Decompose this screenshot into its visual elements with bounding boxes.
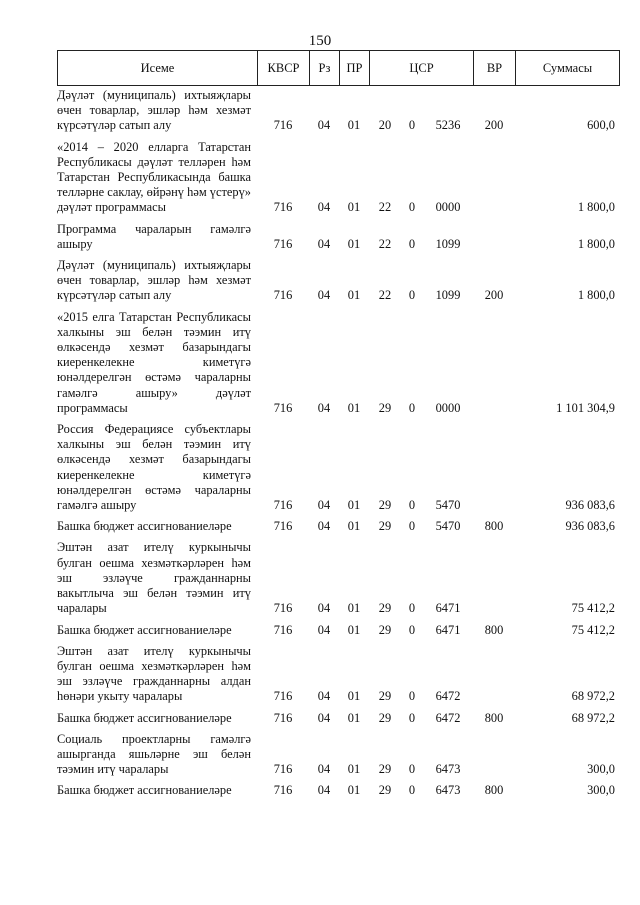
cell-c2: 0: [408, 400, 416, 415]
table-row: [57, 222, 619, 258]
cell-sum: 1 800,0: [577, 288, 615, 303]
cell-kvsr: 716: [273, 236, 293, 251]
cell-c3: 5236: [435, 118, 461, 133]
cell-rz: 04: [317, 519, 331, 534]
cell-pr: 01: [347, 200, 361, 215]
cell-pr: 01: [347, 236, 361, 251]
cell-sum: 1 800,0: [577, 236, 615, 251]
table-row: [57, 623, 619, 644]
cell-pr: 01: [347, 710, 361, 725]
table-row: [57, 310, 619, 422]
cell-kvsr: 716: [273, 762, 293, 777]
cell-c1: 29: [378, 400, 392, 415]
cell-vr: [473, 644, 515, 711]
table-row: [57, 711, 619, 732]
cell-vr: 200: [484, 288, 504, 303]
cell-c2: 0: [408, 622, 416, 637]
cell-c1: 29: [378, 519, 392, 534]
cell-c3: 5470: [435, 519, 461, 534]
cell-c1: 22: [378, 236, 392, 251]
cell-c2: 0: [408, 200, 416, 215]
cell-c1: 22: [378, 288, 392, 303]
cell-rz: 04: [317, 689, 331, 704]
cell-c3: 6472: [435, 710, 461, 725]
cell-c1: 29: [378, 622, 392, 637]
header-kvsr: КВСР: [258, 51, 310, 86]
cell-sum: 936 083,6: [565, 519, 615, 534]
cell-kvsr: 716: [273, 498, 293, 513]
cell-c2: 0: [408, 236, 416, 251]
cell-name: Дәүләт (муниципаль) ихтыяҗлары өчен товарлар, эшләр һәм хезмәт күрсәтүләр сатып алу: [57, 88, 251, 133]
cell-vr: 800: [484, 710, 504, 725]
cell-pr: 01: [347, 622, 361, 637]
cell-c2: 0: [408, 762, 416, 777]
cell-sum: 68 972,2: [571, 710, 615, 725]
cell-kvsr: 716: [273, 200, 293, 215]
cell-kvsr: 716: [273, 710, 293, 725]
cell-c2: 0: [408, 689, 416, 704]
cell-rz: 04: [317, 400, 331, 415]
cell-vr: [473, 310, 515, 422]
table-row: [57, 88, 619, 140]
table-row: [57, 519, 619, 540]
cell-vr: [473, 422, 515, 519]
table-row: [57, 540, 619, 622]
cell-c3: 1099: [435, 236, 461, 251]
cell-rz: 04: [317, 200, 331, 215]
cell-c3: 5470: [435, 498, 461, 513]
cell-kvsr: 716: [273, 622, 293, 637]
cell-rz: 04: [317, 622, 331, 637]
table-row: [57, 422, 619, 519]
page-number: 150: [308, 33, 332, 49]
cell-sum: 75 412,2: [571, 601, 615, 616]
cell-c1: 29: [378, 762, 392, 777]
cell-rz: 04: [317, 498, 331, 513]
cell-pr: 01: [347, 498, 361, 513]
cell-rz: 04: [317, 118, 331, 133]
cell-kvsr: 716: [273, 400, 293, 415]
header-name: Исеме: [58, 51, 258, 86]
cell-kvsr: 716: [273, 519, 293, 534]
cell-rz: 04: [317, 236, 331, 251]
cell-name: Башка бюджет ассигнованиеләре: [57, 622, 232, 637]
cell-c2: 0: [408, 601, 416, 616]
header-csr: ЦСР: [370, 51, 474, 86]
cell-sum: 300,0: [587, 762, 615, 777]
cell-rz: 04: [317, 601, 331, 616]
cell-vr: 800: [484, 519, 504, 534]
cell-sum: 600,0: [587, 118, 615, 133]
cell-vr: [473, 540, 515, 622]
cell-c1: 22: [378, 200, 392, 215]
cell-name: «2014 – 2020 елларга Татарстан Республикасы дәүләт телләрен һәм Татарстан Республикасында башка телләрне саклау, өйрәнү һәм үстерү» дәүләт программасы: [57, 139, 251, 215]
header-rz: Рз: [310, 51, 340, 86]
cell-pr: 01: [347, 601, 361, 616]
cell-kvsr: 716: [273, 118, 293, 133]
cell-c3: 0000: [435, 400, 461, 415]
cell-c1: 29: [378, 601, 392, 616]
table-row: [57, 732, 619, 784]
cell-vr: [473, 140, 515, 222]
cell-kvsr: 716: [273, 689, 293, 704]
cell-sum: 936 083,6: [565, 498, 615, 513]
cell-name: Россия Федерациясе субъектлары халкыны эш белән тәэмин итү өлкәсендә хезмәт базарындагы киеренкелекне киметүгә юнәлдерелгән өстәмә чараларны гамәлгә ашыру: [57, 422, 251, 513]
cell-vr: [473, 732, 515, 784]
cell-pr: 01: [347, 762, 361, 777]
cell-vr: 800: [484, 783, 504, 798]
cell-name: Социаль проектларны гамәлгә ашырганда яшьләрне эш белән тәэмин итү чаралары: [57, 731, 251, 777]
cell-c1: 29: [378, 689, 392, 704]
cell-pr: 01: [347, 689, 361, 704]
cell-kvsr: 716: [273, 783, 293, 798]
cell-c2: 0: [408, 498, 416, 513]
cell-sum: 75 412,2: [571, 622, 615, 637]
cell-pr: 01: [347, 519, 361, 534]
cell-name: Башка бюджет ассигнованиеләре: [57, 783, 232, 798]
cell-rz: 04: [317, 762, 331, 777]
cell-pr: 01: [347, 783, 361, 798]
cell-rz: 04: [317, 288, 331, 303]
cell-c3: 6471: [435, 622, 461, 637]
cell-sum: 1 800,0: [577, 200, 615, 215]
cell-c1: 20: [378, 118, 392, 133]
cell-vr: 200: [484, 118, 504, 133]
cell-c1: 29: [378, 498, 392, 513]
table-header: [57, 50, 620, 86]
cell-name: «2015 елга Татарстан Республикасы халкыны эш белән тәэмин итү өлкәсендә хезмәт базарындагы киеренкелекне киметүгә юнәлдерелгән өстәмә чараларны гамәлгә ашыру» дәүләт программасы: [57, 309, 251, 415]
cell-c2: 0: [408, 710, 416, 725]
cell-c3: 6473: [435, 762, 461, 777]
header-vr: ВР: [474, 51, 516, 86]
cell-kvsr: 716: [273, 601, 293, 616]
cell-c3: 0000: [435, 200, 461, 215]
table-row: [57, 644, 619, 711]
header-pr: ПР: [340, 51, 370, 86]
cell-pr: 01: [347, 118, 361, 133]
table-row: [57, 258, 619, 310]
cell-sum: 300,0: [587, 783, 615, 798]
cell-name: Башка бюджет ассигнованиеләре: [57, 710, 232, 725]
cell-sum: 1 101 304,9: [556, 400, 615, 415]
cell-rz: 04: [317, 783, 331, 798]
cell-c3: 6473: [435, 783, 461, 798]
cell-sum: 68 972,2: [571, 689, 615, 704]
cell-c3: 6471: [435, 601, 461, 616]
table-row: [57, 140, 619, 222]
cell-name: Эштән азат ителү куркынычы булган оешма хезмәткәрләрен һәм эш эзләүче гражданнарны алдан һөнәри укыту чаралары: [57, 643, 251, 704]
cell-kvsr: 716: [273, 288, 293, 303]
cell-pr: 01: [347, 288, 361, 303]
cell-rz: 04: [317, 710, 331, 725]
cell-vr: 800: [484, 622, 504, 637]
cell-c2: 0: [408, 288, 416, 303]
cell-c3: 1099: [435, 288, 461, 303]
cell-c2: 0: [408, 118, 416, 133]
cell-name: Программа чараларын гамәлгә ашыру: [57, 221, 251, 251]
cell-c2: 0: [408, 783, 416, 798]
header-sum: Суммасы: [516, 51, 620, 86]
table-row: [57, 783, 619, 804]
cell-name: Эштән азат ителү куркынычы булган оешма хезмәткәрләрен һәм эш эзләүче гражданнарны вакытлыча эш белән тәэмин итү чаралары: [57, 540, 251, 616]
budget-table: [57, 88, 619, 805]
cell-c1: 29: [378, 710, 392, 725]
cell-c1: 29: [378, 783, 392, 798]
cell-name: Дәүләт (муниципаль) ихтыяҗлары өчен товарлар, эшләр һәм хезмәт күрсәтүләр сатып алу: [57, 258, 251, 303]
cell-pr: 01: [347, 400, 361, 415]
cell-vr: [473, 222, 515, 258]
cell-c2: 0: [408, 519, 416, 534]
cell-c3: 6472: [435, 689, 461, 704]
cell-name: Башка бюджет ассигнованиеләре: [57, 519, 232, 534]
